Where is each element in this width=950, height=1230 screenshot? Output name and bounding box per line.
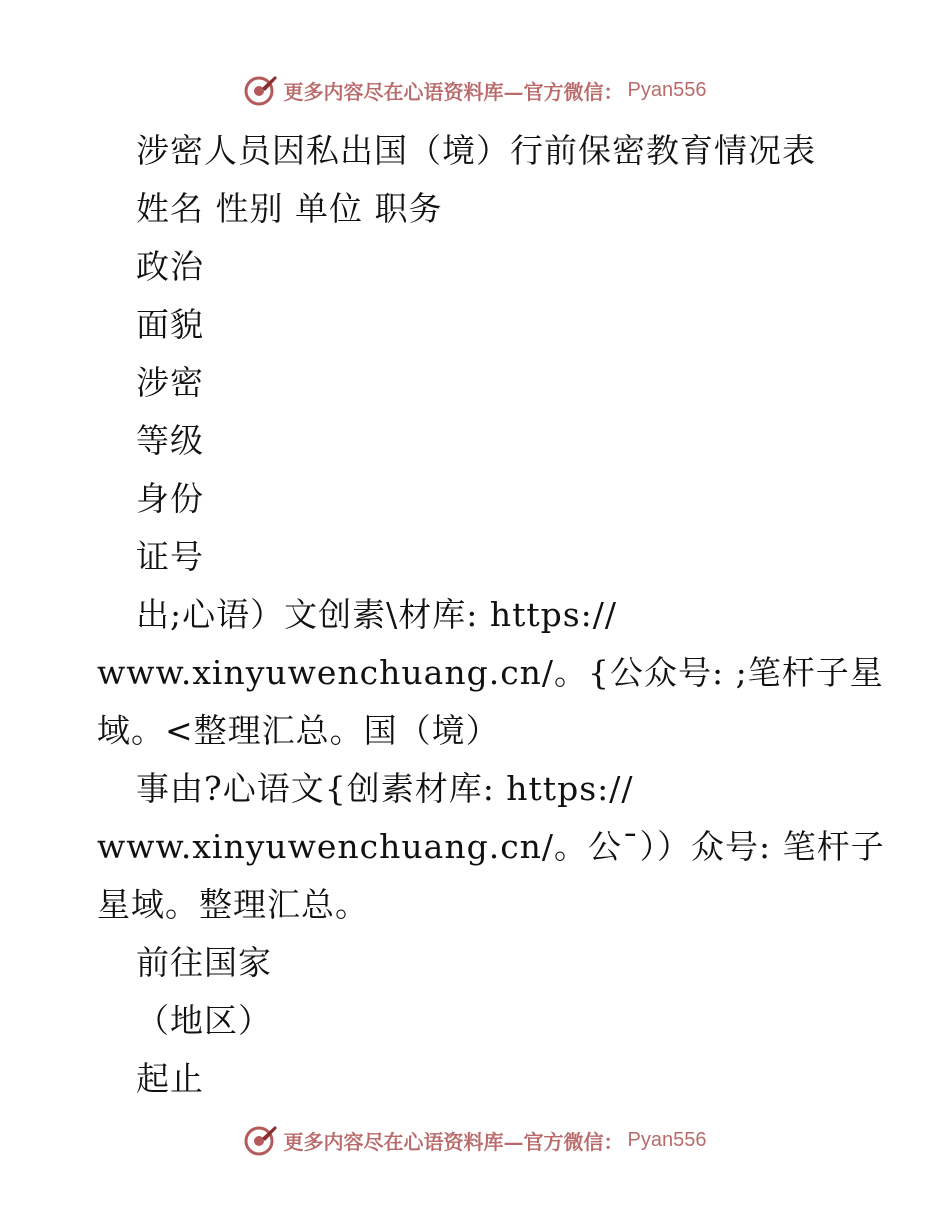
doc-line: 等级	[136, 421, 204, 460]
doc-line: 前往国家	[136, 943, 272, 982]
pen-logo-icon	[244, 73, 278, 107]
doc-line: 域。<整理汇总。国（境）	[97, 711, 500, 750]
footer-banner	[0, 1120, 950, 1160]
banner-text: 更多内容尽在心语资料库—官方微信：	[283, 1129, 624, 1154]
banner-wechat-id: Pyan556	[627, 1128, 707, 1151]
doc-line: （地区）	[136, 1001, 272, 1040]
doc-line: 证号	[136, 537, 204, 576]
banner-text: 更多内容尽在心语资料库—官方微信：	[283, 79, 624, 104]
doc-line: 星域。整理汇总。	[97, 885, 369, 924]
doc-line: 姓名 性别 单位 职务	[136, 189, 443, 228]
doc-line: 出;心语）文创素\材库: https://	[136, 595, 618, 634]
banner-wechat-id: Pyan556	[627, 78, 707, 101]
doc-title: 涉密人员因私出国（境）行前保密教育情况表	[136, 131, 816, 170]
doc-line: www.xinyuwenchuang.cn/。{公众号: ;笔杆子星	[97, 653, 884, 692]
document-body	[97, 122, 885, 1108]
doc-line: 事由?心语文{创素材库: https://	[136, 769, 634, 808]
doc-line: 政治	[136, 247, 204, 286]
doc-line: 涉密	[136, 363, 204, 402]
pen-logo-icon	[244, 1123, 278, 1157]
doc-line: 起止	[136, 1059, 204, 1098]
doc-line: 面貌	[136, 305, 204, 344]
header-banner	[0, 70, 950, 110]
doc-line: www.xinyuwenchuang.cn/。公¯））众号: 笔杆子	[97, 827, 885, 866]
doc-line: 身份	[136, 479, 204, 518]
